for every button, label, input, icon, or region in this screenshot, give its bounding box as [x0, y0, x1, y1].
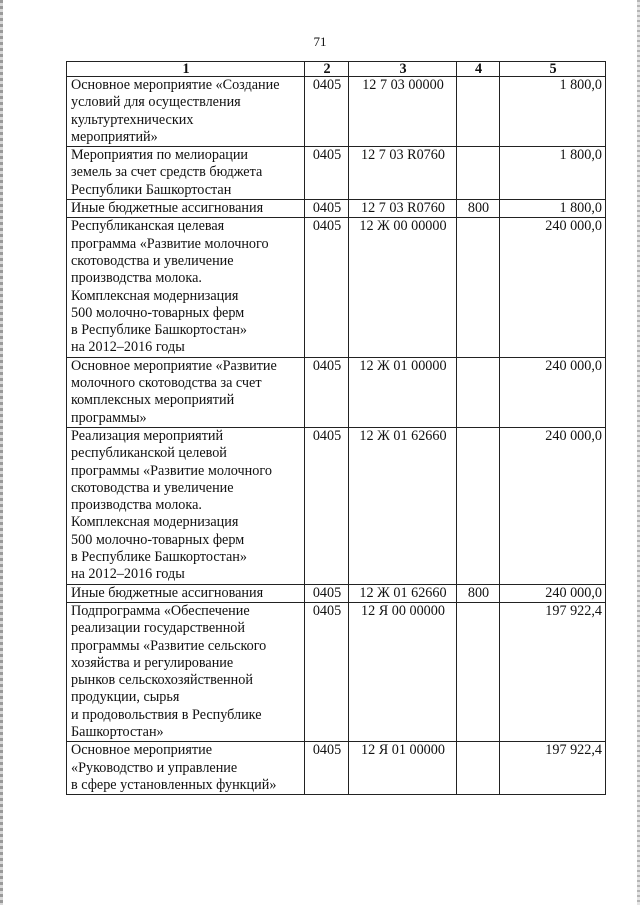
- row-section-cell: 0405: [305, 77, 349, 147]
- row-code-cell: 12 Я 01 00000: [349, 742, 457, 795]
- row-name-cell: Основное мероприятие «Развитие молочного скотоводства за счет комплексных мероприятий программы»: [67, 357, 305, 427]
- header-col-3: 3: [349, 62, 457, 77]
- row-amount-cell: 197 922,4: [500, 602, 606, 741]
- table-row: [67, 77, 606, 147]
- row-expense-type-cell: [457, 218, 500, 357]
- row-name-cell: Мероприятия по мелиорации земель за счет средств бюджета Республики Башкортостан: [67, 147, 305, 200]
- row-expense-type-cell: [457, 742, 500, 795]
- row-code-cell: 12 Ж 00 00000: [349, 218, 457, 357]
- row-amount-cell: 197 922,4: [500, 742, 606, 795]
- table-body: [67, 77, 606, 795]
- row-section-cell: 0405: [305, 584, 349, 602]
- row-expense-type-cell: [457, 427, 500, 584]
- row-amount-cell: 1 800,0: [500, 77, 606, 147]
- row-amount-cell: 240 000,0: [500, 357, 606, 427]
- row-section-cell: 0405: [305, 427, 349, 584]
- budget-table: [66, 61, 606, 795]
- row-expense-type-cell: [457, 77, 500, 147]
- row-expense-type-cell: 800: [457, 584, 500, 602]
- table-row: [67, 742, 606, 795]
- row-amount-cell: 1 800,0: [500, 147, 606, 200]
- row-expense-type-cell: [457, 602, 500, 741]
- table-row: [67, 427, 606, 584]
- header-col-2: 2: [305, 62, 349, 77]
- row-expense-type-cell: [457, 147, 500, 200]
- header-col-5: 5: [500, 62, 606, 77]
- row-amount-cell: 240 000,0: [500, 584, 606, 602]
- row-code-cell: 12 7 03 00000: [349, 77, 457, 147]
- header-col-4: 4: [457, 62, 500, 77]
- row-code-cell: 12 Я 00 00000: [349, 602, 457, 741]
- row-amount-cell: 1 800,0: [500, 200, 606, 218]
- table-row: [67, 218, 606, 357]
- table-row: [67, 357, 606, 427]
- table-row: [67, 584, 606, 602]
- table-row: [67, 602, 606, 741]
- row-amount-cell: 240 000,0: [500, 427, 606, 584]
- row-section-cell: 0405: [305, 200, 349, 218]
- row-amount-cell: 240 000,0: [500, 218, 606, 357]
- row-section-cell: 0405: [305, 357, 349, 427]
- row-expense-type-cell: 800: [457, 200, 500, 218]
- row-name-cell: Основное мероприятие «Руководство и управление в сфере установленных функций»: [67, 742, 305, 795]
- row-name-cell: Иные бюджетные ассигнования: [67, 200, 305, 218]
- header-col-1: 1: [67, 62, 305, 77]
- row-name-cell: Республиканская целевая программа «Развитие молочного скотоводства и увеличение производства молока. Комплексная модернизация 500 молочно-товарных ферм в Республике Башкортостан» на 2012–2016 годы: [67, 218, 305, 357]
- table-header: [67, 62, 606, 77]
- row-section-cell: 0405: [305, 602, 349, 741]
- row-name-cell: Подпрограмма «Обеспечение реализации государственной программы «Развитие сельского хозяйства и регулирование рынков сельскохозяйственной продукции, сырья и продовольствия в Республике Башкортостан»: [67, 602, 305, 741]
- table-row: [67, 200, 606, 218]
- scan-edge-left: [0, 0, 3, 905]
- row-section-cell: 0405: [305, 742, 349, 795]
- row-name-cell: Реализация мероприятий республиканской целевой программы «Развитие молочного скотоводства и увеличение производства молока. Комплексная модернизация 500 молочно-товарных ферм в Республике Башкортостан» на 2012–2016 годы: [67, 427, 305, 584]
- row-code-cell: 12 7 03 R0760: [349, 200, 457, 218]
- row-code-cell: 12 Ж 01 62660: [349, 427, 457, 584]
- row-section-cell: 0405: [305, 147, 349, 200]
- row-code-cell: 12 7 03 R0760: [349, 147, 457, 200]
- row-code-cell: 12 Ж 01 62660: [349, 584, 457, 602]
- page-number: 71: [313, 34, 327, 49]
- row-name-cell: Основное мероприятие «Создание условий для осуществления культуртехнических мероприятий»: [67, 77, 305, 147]
- row-code-cell: 12 Ж 01 00000: [349, 357, 457, 427]
- row-section-cell: 0405: [305, 218, 349, 357]
- table-row: [67, 147, 606, 200]
- row-name-cell: Иные бюджетные ассигнования: [67, 584, 305, 602]
- row-expense-type-cell: [457, 357, 500, 427]
- header-row: [67, 62, 606, 77]
